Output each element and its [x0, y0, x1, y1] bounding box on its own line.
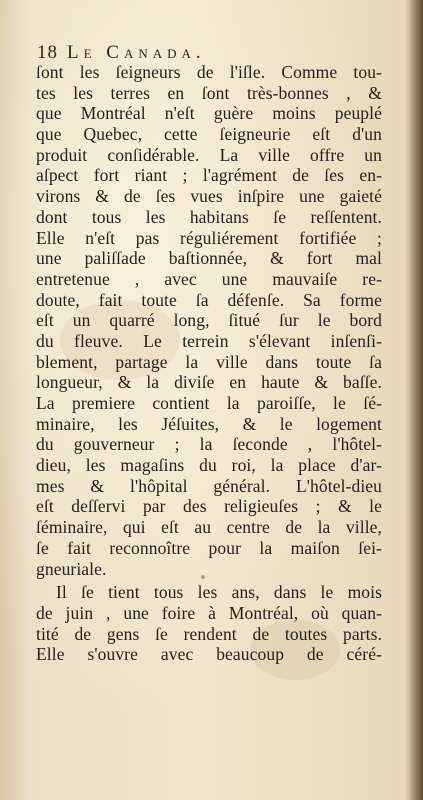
text-line: que Quebec, cette ſeigneurie eſt d'un: [36, 124, 382, 145]
text-line: produit conſidérable. La ville offre un: [36, 144, 382, 165]
text-line: tité de gens ſe rendent de toutes parts.: [36, 623, 382, 644]
text-line: blement, partage la ville dans toute ſa: [36, 351, 382, 372]
text-line: ſe fait reconnoître pour la maiſon ſei-: [36, 537, 382, 558]
text-line: dieu, les magaſins du roi, la place d'ar-: [36, 455, 382, 476]
text-line: gneuriale.: [36, 558, 107, 579]
text-line: longueur, & la diviſe en haute & baſſe.: [36, 372, 382, 393]
text-line: du gouverneur ; la ſeconde , l'hôtel-: [36, 434, 382, 455]
text-line: aſpect fort riant ; l'agrément de ſes en-: [36, 165, 382, 186]
page-number: 18: [37, 42, 58, 63]
page-edge-shadow: [409, 0, 423, 800]
paragraph-2: [36, 582, 382, 665]
text-line: doute, fait toute ſa défenſe. Sa forme: [36, 289, 382, 310]
ink-spot: [201, 575, 205, 579]
text-line: eſt deſſervi par des religieuſes ; & le: [36, 496, 382, 517]
text-line: Il ſe tient tous les ans, dans le mois: [56, 582, 382, 603]
text-line: virons & de ſes vues inſpire une gaieté: [36, 186, 382, 207]
body-text: [36, 62, 382, 665]
text-line: dont tous les habitans ſe reſſentent.: [36, 206, 382, 227]
text-line: une paliſſade baſtionnée, & fort mal: [36, 248, 382, 269]
text-line: du fleuve. Le terrein s'élevant inſenſi-: [36, 330, 382, 351]
text-line: mes & l'hôpital général. L'hôtel-dieu: [36, 475, 382, 496]
text-line: que Montréal n'eſt guère moins peuplé: [36, 103, 382, 124]
running-head: Le Canada.: [67, 42, 206, 63]
text-line: ſont les ſeigneurs de l'iſle. Comme tou-: [36, 62, 382, 82]
text-line: La premiere contient la paroiſſe, le ſé-: [36, 393, 382, 413]
text-line: minaire, les Jéſuites, & le logement: [36, 413, 382, 434]
text-line: ſéminaire, qui eſt au centre de la ville,: [36, 517, 382, 538]
text-line: eſt un quarré long, ſitué ſur le bord: [36, 310, 382, 331]
text-line: tes les terres en ſont très-bonnes , &: [36, 82, 382, 103]
paragraph-1: [36, 62, 382, 579]
text-line: entretenue , avec une mauvaiſe re-: [36, 268, 382, 289]
text-line: de juin , une foire à Montréal, où quan-: [36, 602, 382, 623]
text-line: Elle s'ouvre avec beaucoup de céré-: [36, 644, 382, 665]
text-line: Elle n'eſt pas réguliérement fortifiée ;: [36, 227, 382, 248]
